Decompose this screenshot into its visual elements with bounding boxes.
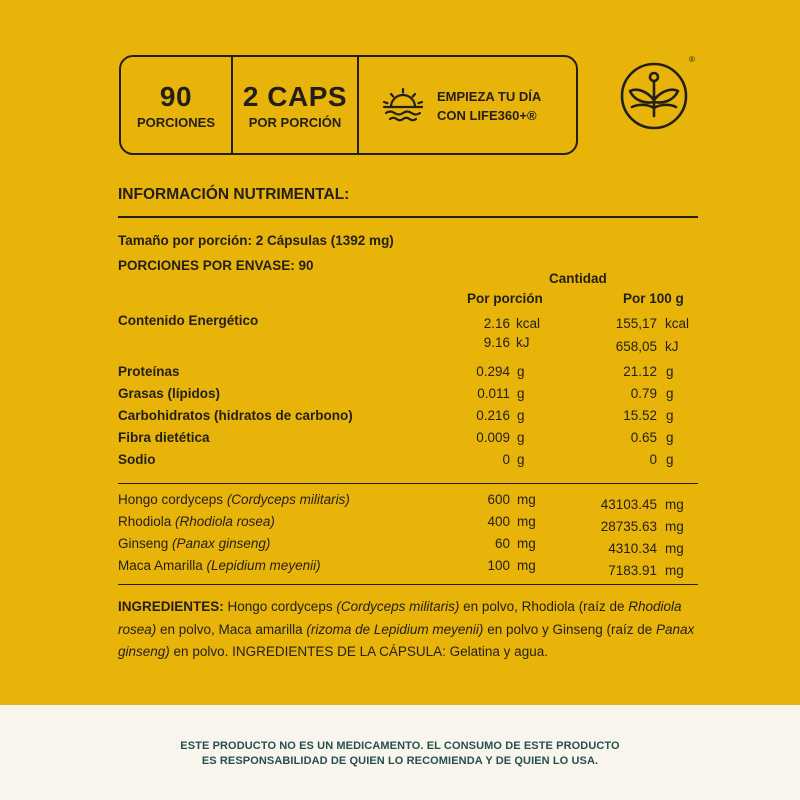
nutrient-unit: g bbox=[517, 408, 525, 423]
serving-size: Tamaño por porción: 2 Cápsulas (1392 mg) bbox=[118, 233, 394, 248]
ingredients-paragraph bbox=[118, 596, 698, 664]
extract-per-100g: 7183.91 bbox=[608, 563, 657, 578]
nutrient-per-100g: 15.52 bbox=[623, 408, 657, 423]
energy-per-100g-unit: kJ bbox=[665, 339, 679, 354]
extract-common-name: Hongo cordyceps bbox=[118, 492, 227, 507]
disclaimer-footer bbox=[0, 705, 800, 800]
extract-unit: mg bbox=[517, 492, 536, 507]
extract-unit: mg bbox=[665, 497, 684, 512]
disclaimer-line-1: ESTE PRODUCTO NO ES UN MEDICAMENTO. EL CONSUMO DE ESTE PRODUCTO bbox=[180, 740, 620, 752]
servings-value: 90 bbox=[159, 81, 193, 112]
energy-per-serving-unit: kcal bbox=[516, 316, 541, 331]
extract-latin-name: (Rhodiola rosea) bbox=[175, 514, 275, 529]
nutrient-name: Fibra dietética bbox=[118, 430, 210, 445]
nutrient-unit: g bbox=[666, 386, 674, 401]
disclaimer-line-2: ES RESPONSABILIDAD DE QUIEN LO RECOMIENDA Y DE QUIEN LO USA. bbox=[201, 755, 599, 767]
nutrient-per-serving: 0.009 bbox=[476, 430, 510, 445]
extract-per-serving: 100 bbox=[487, 558, 510, 573]
energy-label: Contenido Energético bbox=[118, 313, 259, 328]
nutrient-per-serving: 0.294 bbox=[476, 364, 510, 379]
nutrient-unit: g bbox=[517, 386, 525, 401]
dose-label: POR PORCIÓN bbox=[248, 115, 342, 130]
sunrise-icon bbox=[380, 87, 426, 123]
registered-mark: ® bbox=[689, 55, 695, 64]
extract-unit: mg bbox=[665, 519, 684, 534]
ingredients-latin: (Cordyceps militaris) bbox=[336, 599, 460, 614]
extract-name bbox=[118, 492, 350, 507]
nutrient-name: Carbohidratos (hidratos de carbono) bbox=[118, 408, 353, 423]
nutrient-name: Proteínas bbox=[118, 364, 180, 379]
extract-per-serving: 60 bbox=[494, 536, 510, 551]
ingredients-text: en polvo y Ginseng (raíz de bbox=[483, 621, 657, 637]
extract-name bbox=[118, 514, 275, 529]
extract-common-name: Rhodiola bbox=[118, 514, 176, 529]
nutrient-per-serving: 0 bbox=[502, 452, 510, 467]
cta-line-2: CON LIFE360+® bbox=[437, 108, 537, 123]
extract-name bbox=[118, 558, 321, 573]
ingredients-label: INGREDIENTES: bbox=[118, 599, 224, 614]
ingredients-text: en polvo. INGREDIENTES DE LA CÁPSULA: Gelatina y agua. bbox=[169, 644, 548, 659]
extract-unit: mg bbox=[517, 536, 536, 551]
nutrient-per-100g: 0.65 bbox=[630, 430, 657, 445]
extract-per-100g: 4310.34 bbox=[608, 541, 657, 556]
nutrient-name: Sodio bbox=[118, 452, 156, 467]
extract-per-serving: 400 bbox=[487, 514, 510, 529]
banner-divider bbox=[357, 57, 359, 153]
energy-per-100g-value: 155,17 bbox=[615, 316, 657, 331]
nutrient-per-100g: 21.12 bbox=[623, 364, 657, 379]
extract-latin-name: (Cordyceps militaris) bbox=[226, 492, 350, 507]
nutrient-per-serving: 0.011 bbox=[477, 386, 510, 401]
header-cantidad: Cantidad bbox=[549, 271, 607, 286]
ingredients-text: en polvo, Maca amarilla bbox=[156, 621, 307, 637]
cta-line-1: EMPIEZA TU DÍA bbox=[437, 89, 542, 104]
extract-name bbox=[118, 536, 270, 551]
servings-banner bbox=[119, 55, 578, 155]
ingredients-text: Hongo cordyceps bbox=[223, 599, 337, 614]
dose-cell bbox=[233, 57, 357, 153]
extract-unit: mg bbox=[665, 541, 684, 556]
nutrient-unit: g bbox=[666, 430, 674, 445]
nutrient-per-100g: 0.79 bbox=[630, 386, 657, 401]
header-per-serving: Por porción bbox=[467, 291, 543, 306]
divider bbox=[118, 584, 698, 585]
plant-in-circle-icon bbox=[618, 60, 690, 132]
energy-per-100g-unit: kcal bbox=[665, 316, 690, 331]
cta-text bbox=[437, 87, 541, 125]
extract-per-serving: 600 bbox=[487, 492, 510, 507]
divider bbox=[118, 216, 698, 218]
servings-per-container: PORCIONES POR ENVASE: 90 bbox=[118, 258, 314, 273]
extract-unit: mg bbox=[517, 514, 536, 529]
section-title: INFORMACIÓN NUTRIMENTAL: bbox=[118, 186, 350, 203]
divider bbox=[118, 483, 698, 484]
extract-common-name: Maca Amarilla bbox=[118, 558, 207, 573]
nutrient-unit: g bbox=[517, 430, 525, 445]
nutrient-unit: g bbox=[517, 452, 525, 467]
ingredients-text: en polvo, Rhodiola (raíz de bbox=[459, 599, 629, 614]
header-per-100g: Por 100 g bbox=[623, 291, 684, 306]
energy-per-serving-unit: kJ bbox=[516, 335, 530, 350]
extract-per-100g: 43103.45 bbox=[600, 497, 657, 512]
energy-per-100g-value: 658,05 bbox=[615, 339, 657, 354]
ingredients-latin: Lepidium meyenii) bbox=[373, 621, 484, 637]
extract-latin-name: (Lepidium meyenii) bbox=[206, 558, 321, 573]
nutrient-unit: g bbox=[666, 408, 674, 423]
energy-per-serving-value: 2.16 bbox=[483, 316, 510, 331]
extract-unit: mg bbox=[665, 563, 684, 578]
nutrient-per-serving: 0.216 bbox=[476, 408, 510, 423]
servings-label: PORCIONES bbox=[136, 115, 215, 130]
extract-unit: mg bbox=[517, 558, 536, 573]
extract-per-100g: 28735.63 bbox=[600, 519, 657, 534]
ingredients-latin: (rizoma de bbox=[306, 621, 374, 637]
servings-cell bbox=[121, 57, 231, 153]
ingredients-latin: Panax ginseng) bbox=[118, 621, 695, 659]
nutrient-unit: g bbox=[666, 452, 674, 467]
extract-latin-name: (Panax ginseng) bbox=[172, 536, 271, 551]
extract-common-name: Ginseng bbox=[118, 536, 173, 551]
nutrient-unit: g bbox=[517, 364, 525, 379]
nutrient-name: Grasas (lípidos) bbox=[118, 386, 221, 401]
nutrient-per-100g: 0 bbox=[649, 452, 657, 467]
energy-per-serving-value: 9.16 bbox=[483, 335, 510, 350]
nutrient-unit: g bbox=[666, 364, 674, 379]
dose-value: 2 CAPS bbox=[242, 81, 348, 112]
ingredients-latin: Rhodiola rosea) bbox=[118, 599, 682, 637]
